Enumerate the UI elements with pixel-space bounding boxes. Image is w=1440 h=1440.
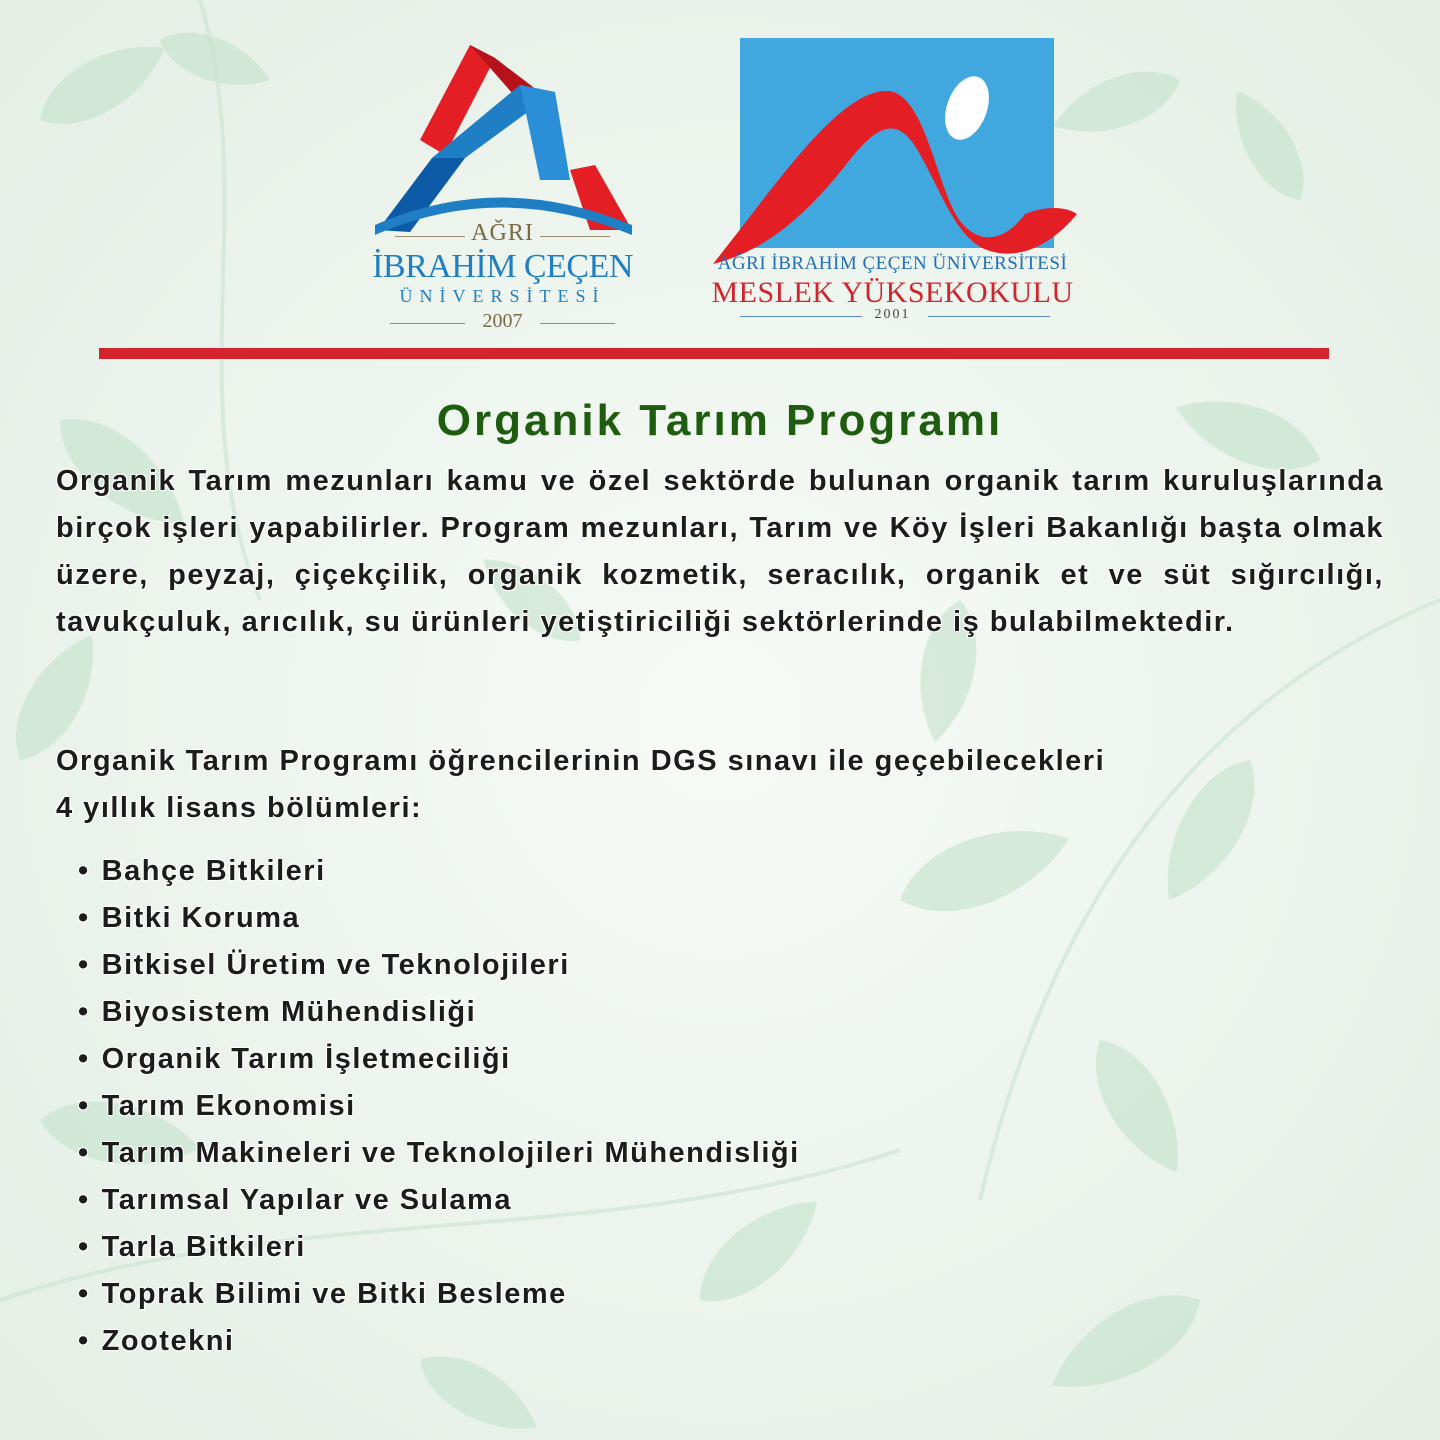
dgs-subheading-line: Organik Tarım Programı öğrencilerinin DGS sınavı ile geçebilecekleri bbox=[56, 745, 1106, 777]
list-item bbox=[78, 989, 800, 1036]
list-item-label: Bitki Koruma bbox=[101, 902, 301, 934]
list-item bbox=[78, 1271, 800, 1318]
bullet: • bbox=[78, 1231, 90, 1263]
list-item bbox=[78, 895, 800, 942]
vocational-school-logo-year: 2001 bbox=[874, 307, 911, 322]
bullet: • bbox=[78, 996, 90, 1028]
dgs-subheading bbox=[56, 738, 1384, 832]
university-logo-line bbox=[540, 236, 610, 237]
bullet: • bbox=[78, 1137, 90, 1169]
list-item bbox=[78, 1177, 800, 1224]
program-list bbox=[78, 848, 800, 1365]
header-divider bbox=[99, 348, 1329, 359]
bullet: • bbox=[78, 1278, 90, 1310]
list-item-label: Bitkisel Üretim ve Teknolojileri bbox=[101, 949, 570, 981]
list-item-label: Tarla Bitkileri bbox=[101, 1231, 306, 1263]
university-logo-year: 2007 bbox=[482, 310, 523, 332]
bullet: • bbox=[78, 1043, 90, 1075]
bullet: • bbox=[78, 1184, 90, 1216]
university-logo-city: AĞRI bbox=[471, 220, 534, 246]
list-item-label: Organik Tarım İşletmeciliği bbox=[101, 1043, 511, 1075]
list-item-label: Toprak Bilimi ve Bitki Besleme bbox=[101, 1278, 567, 1310]
bullet: • bbox=[78, 902, 90, 934]
university-logo-name: İBRAHİM ÇEÇEN bbox=[372, 248, 633, 285]
list-item bbox=[78, 848, 800, 895]
bullet: • bbox=[78, 855, 90, 887]
university-logo-line bbox=[395, 236, 465, 237]
list-item bbox=[78, 1130, 800, 1177]
list-item bbox=[78, 1224, 800, 1271]
bullet: • bbox=[78, 1090, 90, 1122]
list-item bbox=[78, 1318, 800, 1365]
list-item-label: Biyosistem Mühendisliği bbox=[101, 996, 477, 1028]
vocational-school-logo-name: MESLEK YÜKSEKOKULU bbox=[711, 276, 1074, 309]
bullet: • bbox=[78, 1325, 90, 1357]
page-title: Organik Tarım Programı bbox=[436, 396, 1004, 445]
list-item-label: Zootekni bbox=[101, 1325, 235, 1357]
list-item bbox=[78, 942, 800, 989]
vocational-school-logo-university: AĞRI İBRAHİM ÇEÇEN ÜNİVERSİTESİ bbox=[717, 253, 1068, 274]
list-item bbox=[78, 1036, 800, 1083]
dgs-subheading-line: 4 yıllık lisans bölümleri: bbox=[56, 792, 423, 824]
list-item-label: Tarım Makineleri ve Teknolojileri Mühendisliği bbox=[101, 1137, 800, 1169]
list-item-label: Tarımsal Yapılar ve Sulama bbox=[101, 1184, 512, 1216]
list-item bbox=[78, 1083, 800, 1130]
list-item-label: Tarım Ekonomisi bbox=[101, 1090, 356, 1122]
description-paragraph: Organik Tarım mezunları kamu ve özel sektörde bulunan organik tarım kuruluşlarında birçok işleri yapabilirler. Program mezunları, Tarım ve Köy İşleri Bakanlığı başta olmak üzere, peyzaj, çiçekçilik, organik kozmetik, seracılık, organik et ve süt sığırcılığı, tavukçuluk, arıcılık, su ürünleri yetiştiriciliği sektörlerinde iş bulabilmektedir. bbox=[56, 465, 1384, 638]
list-item-label: Bahçe Bitkileri bbox=[101, 855, 326, 887]
university-logo-word: ÜNİVERSİTESİ bbox=[399, 286, 606, 306]
bullet: • bbox=[78, 949, 90, 981]
